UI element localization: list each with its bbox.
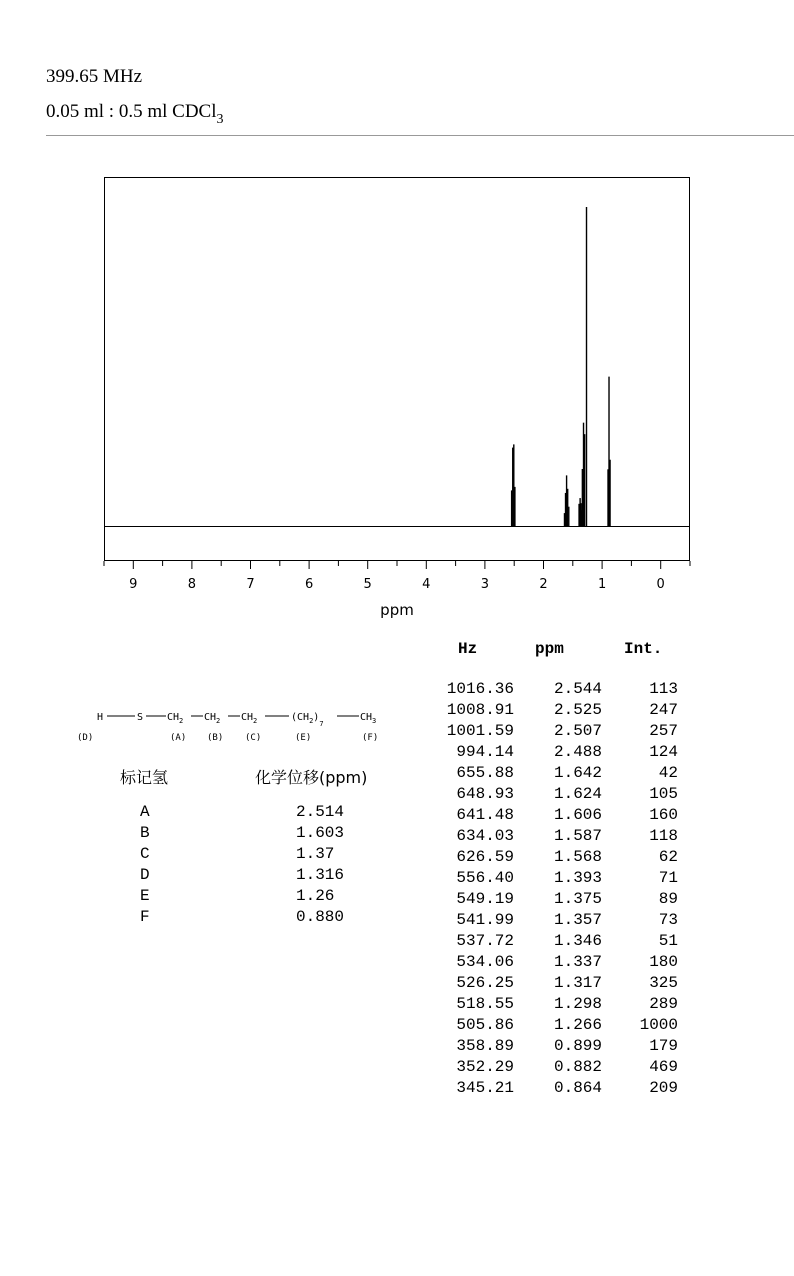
peak-ppm: 1.624 bbox=[553, 785, 602, 803]
peak-int: 247 bbox=[649, 701, 678, 719]
x-axis-label: ppm bbox=[380, 601, 414, 619]
peak-row bbox=[430, 722, 690, 743]
spectrometer-frequency: 399.65 MHz bbox=[46, 66, 143, 87]
peak-ppm: 1.606 bbox=[553, 806, 602, 824]
assignment-value: 1.26 bbox=[296, 887, 335, 905]
x-tick-label: 5 bbox=[363, 577, 372, 592]
peak-row bbox=[430, 932, 690, 953]
x-tick-label: 0 bbox=[656, 577, 665, 592]
peak-row bbox=[430, 827, 690, 848]
group-e-atom: (CH bbox=[291, 712, 310, 723]
assignment-row bbox=[0, 887, 420, 908]
assignment-row bbox=[0, 824, 420, 845]
peak-ppm: 2.525 bbox=[553, 701, 602, 719]
group-e-paren: ) bbox=[313, 712, 320, 723]
label-e: (E) bbox=[295, 733, 312, 743]
x-tick-label: 2 bbox=[539, 577, 548, 592]
peak-row bbox=[430, 764, 690, 785]
group-f bbox=[360, 712, 376, 725]
assignment-label: A bbox=[140, 803, 150, 821]
peak-ppm: 1.587 bbox=[553, 827, 602, 845]
peak-int: 179 bbox=[649, 1037, 678, 1055]
peak-hz: 994.14 bbox=[456, 743, 514, 761]
peak-ppm: 2.488 bbox=[553, 743, 602, 761]
peak-int: 469 bbox=[649, 1058, 678, 1076]
peak-ppm: 1.317 bbox=[553, 974, 602, 992]
peak-int: 89 bbox=[658, 890, 678, 908]
peak-ppm: 1.298 bbox=[553, 995, 602, 1013]
peak-int: 42 bbox=[658, 764, 678, 782]
assignment-row bbox=[0, 908, 420, 929]
label-d: (D) bbox=[77, 733, 94, 743]
peak-hz: 541.99 bbox=[456, 911, 514, 929]
assignment-value: 1.603 bbox=[296, 824, 345, 842]
peak-ppm: 1.375 bbox=[553, 890, 602, 908]
peak-ppm: 2.544 bbox=[553, 680, 602, 698]
group-c-atom: CH bbox=[241, 712, 254, 723]
peak-int: 105 bbox=[649, 785, 678, 803]
peak-ppm: 1.337 bbox=[553, 953, 602, 971]
peak-hz: 641.48 bbox=[456, 806, 514, 824]
group-c-sub: 2 bbox=[253, 717, 258, 725]
peak-hz: 1016.36 bbox=[446, 680, 514, 698]
assignment-value: 2.514 bbox=[296, 803, 345, 821]
peak-hz: 1008.91 bbox=[446, 701, 514, 719]
peak-int: 73 bbox=[658, 911, 678, 929]
assignment-row bbox=[0, 866, 420, 887]
x-tick-label: 3 bbox=[480, 577, 490, 592]
peak-int: 62 bbox=[658, 848, 678, 866]
peak-hz: 358.89 bbox=[456, 1037, 514, 1055]
peak-row bbox=[430, 848, 690, 869]
peak-row bbox=[430, 974, 690, 995]
assignment-label: E bbox=[140, 887, 150, 905]
group-e-count: 7 bbox=[319, 720, 324, 728]
peak-int: 289 bbox=[649, 995, 678, 1013]
label-b: (B) bbox=[207, 733, 224, 743]
group-f-sub: 3 bbox=[372, 717, 377, 725]
peak-int: 51 bbox=[658, 932, 678, 950]
assignment-label: F bbox=[140, 908, 150, 926]
peak-hz: 352.29 bbox=[456, 1058, 514, 1076]
peak-ppm: 1.266 bbox=[553, 1016, 602, 1034]
assignment-header-hydrogen: 标记氢 bbox=[120, 768, 169, 787]
assignment-value: 0.880 bbox=[296, 908, 345, 926]
assignment-row bbox=[0, 803, 420, 824]
label-a: (A) bbox=[170, 733, 187, 743]
peak-hz: 534.06 bbox=[456, 953, 514, 971]
peak-row bbox=[430, 680, 690, 701]
peak-hz: 655.88 bbox=[456, 764, 514, 782]
label-c: (C) bbox=[245, 733, 262, 743]
peak-row bbox=[430, 1058, 690, 1079]
peak-ppm: 0.882 bbox=[553, 1058, 602, 1076]
peak-hz: 556.40 bbox=[456, 869, 514, 887]
atom-s: S bbox=[137, 712, 144, 723]
group-b-atom: CH bbox=[204, 712, 217, 723]
x-tick-label: 8 bbox=[187, 577, 197, 592]
label-f: (F) bbox=[362, 733, 379, 743]
peak-ppm: 2.507 bbox=[553, 722, 602, 740]
peak-int: 113 bbox=[649, 680, 678, 698]
peak-int: 209 bbox=[649, 1079, 678, 1097]
peak-row bbox=[430, 953, 690, 974]
peak-ppm: 1.393 bbox=[553, 869, 602, 887]
peak-row bbox=[430, 1079, 690, 1100]
x-tick-label: 7 bbox=[246, 577, 255, 592]
peak-hz: 345.21 bbox=[456, 1079, 514, 1097]
x-tick-label: 1 bbox=[597, 577, 607, 592]
solvent-ratio-text: 0.05 ml : 0.5 ml CDCl bbox=[46, 101, 217, 122]
solvent-subscript: 3 bbox=[216, 112, 224, 127]
assignment-label: B bbox=[140, 824, 150, 842]
group-e-sub: 2 bbox=[309, 717, 314, 725]
peak-int: 180 bbox=[649, 953, 678, 971]
peak-ppm: 0.864 bbox=[553, 1079, 602, 1097]
peak-int: 71 bbox=[658, 869, 678, 887]
x-tick-label: 6 bbox=[304, 577, 314, 592]
peak-int: 118 bbox=[649, 827, 678, 845]
assignment-value: 1.37 bbox=[296, 845, 335, 863]
group-a bbox=[167, 712, 183, 725]
peak-int: 124 bbox=[649, 743, 678, 761]
group-e bbox=[291, 712, 324, 728]
peak-hz: 549.19 bbox=[456, 890, 514, 908]
molecular-structure bbox=[75, 700, 405, 750]
peak-row bbox=[430, 701, 690, 722]
group-f-atom: CH bbox=[360, 712, 373, 723]
header-hz: Hz bbox=[458, 640, 478, 658]
peak-int: 160 bbox=[649, 806, 678, 824]
atom-h: H bbox=[97, 712, 104, 723]
peak-hz: 505.86 bbox=[456, 1016, 514, 1034]
peak-row bbox=[430, 743, 690, 764]
peak-row bbox=[430, 785, 690, 806]
peak-int: 257 bbox=[649, 722, 678, 740]
peak-row bbox=[430, 995, 690, 1016]
plot-frame bbox=[105, 178, 690, 561]
assignment-label: D bbox=[140, 866, 150, 884]
peak-marks bbox=[512, 207, 610, 527]
peak-hz: 648.93 bbox=[456, 785, 514, 803]
group-a-sub: 2 bbox=[179, 717, 184, 725]
group-a-atom: CH bbox=[167, 712, 180, 723]
header-ppm: ppm bbox=[535, 640, 564, 658]
peak-row bbox=[430, 1016, 690, 1037]
peak-ppm: 0.899 bbox=[553, 1037, 602, 1055]
peak-table-header bbox=[430, 640, 690, 662]
assignment-value: 1.316 bbox=[296, 866, 345, 884]
peak-ppm: 1.357 bbox=[553, 911, 602, 929]
peak-ppm: 1.346 bbox=[553, 932, 602, 950]
peak-row bbox=[430, 1037, 690, 1058]
peak-int: 325 bbox=[649, 974, 678, 992]
group-b bbox=[204, 712, 220, 725]
peak-row bbox=[430, 869, 690, 890]
peak-hz: 1001.59 bbox=[446, 722, 514, 740]
peak-hz: 537.72 bbox=[456, 932, 514, 950]
peak-hz: 634.03 bbox=[456, 827, 514, 845]
assignment-row bbox=[0, 845, 420, 866]
peak-row bbox=[430, 911, 690, 932]
header-int: Int. bbox=[624, 640, 663, 658]
peak-hz: 518.55 bbox=[456, 995, 514, 1013]
peak-row bbox=[430, 806, 690, 827]
assignment-header-shift: 化学位移(ppm) bbox=[255, 768, 368, 787]
peak-ppm: 1.568 bbox=[553, 848, 602, 866]
x-tick-label: 4 bbox=[422, 577, 431, 592]
x-tick-label: 9 bbox=[129, 577, 138, 592]
group-c bbox=[241, 712, 257, 725]
peak-row bbox=[430, 890, 690, 911]
x-axis-ticks bbox=[104, 561, 690, 592]
group-b-sub: 2 bbox=[216, 717, 221, 725]
peak-hz: 626.59 bbox=[456, 848, 514, 866]
peak-ppm: 1.642 bbox=[553, 764, 602, 782]
peak-hz: 526.25 bbox=[456, 974, 514, 992]
assignment-label: C bbox=[140, 845, 150, 863]
peak-int: 1000 bbox=[639, 1016, 678, 1034]
